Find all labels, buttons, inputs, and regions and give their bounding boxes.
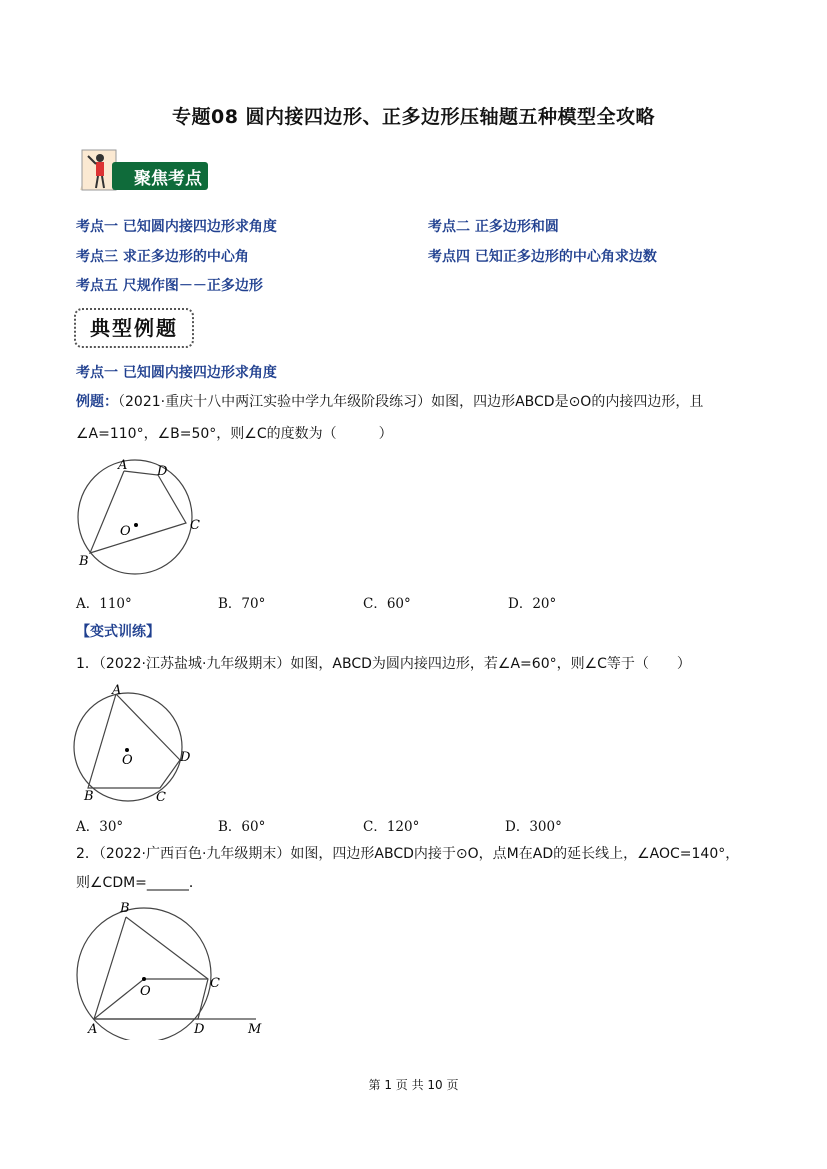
- kaodian-3[interactable]: 考点三 求正多边形的中心角: [76, 249, 249, 265]
- section-heading: 考点一 已知圆内接四边形求角度: [76, 365, 277, 381]
- fig3-quadrilateral: [94, 917, 208, 1019]
- fig2-label-a: A: [112, 683, 122, 698]
- kaodian-4[interactable]: 考点四 已知正多边形的中心角求边数: [428, 249, 657, 265]
- kaodian-5[interactable]: 考点五 尺规作图－－正多边形: [76, 278, 263, 294]
- example-label: 例题：: [76, 394, 118, 410]
- q1-option-d[interactable]: D．300°: [505, 819, 562, 835]
- fig2-label-o: O: [122, 753, 133, 768]
- example-option-a[interactable]: A．110°: [76, 596, 132, 612]
- q1-option-b[interactable]: B．60°: [218, 819, 266, 835]
- fig1-label-d: D: [157, 464, 168, 479]
- fig2-label-c: C: [156, 790, 166, 805]
- kaodian-1[interactable]: 考点一 已知圆内接四边形求角度: [76, 219, 277, 235]
- fig1-quadrilateral: [90, 471, 186, 553]
- fig3-label-o: O: [140, 984, 151, 999]
- example-line-2: ∠A=110°，∠B=50°，则∠C的度数为（ ）: [76, 426, 393, 442]
- section-box-dianxing: 典型例题: [74, 308, 194, 348]
- question-2-line-1: 2．（2022·广西百色·九年级期末）如图，四边形ABCD内接于⊙O，点M在AD的延长线上，∠AOC=140°，: [76, 846, 740, 862]
- fig3-label-m: M: [248, 1022, 262, 1037]
- figure-q2-circle: [70, 895, 270, 1040]
- fig1-label-o: O: [120, 524, 131, 539]
- fig1-circle: [78, 460, 192, 574]
- page-footer: 第 1 页 共 10 页: [368, 1078, 459, 1092]
- fig1-label-b: B: [79, 554, 89, 569]
- example-line-1: [76, 391, 703, 411]
- fig3-center-dot: [142, 977, 146, 981]
- fig3-label-b: B: [120, 901, 130, 916]
- page-title: 专题08 圆内接四边形、正多边形压轴题五种模型全攻略: [171, 106, 656, 128]
- focus-banner: [74, 146, 214, 200]
- fig2-label-b: B: [84, 789, 94, 804]
- fig3-circle: [77, 908, 211, 1040]
- bianshi-heading: 【变式训练】: [76, 624, 160, 640]
- fig3-label-a: A: [88, 1022, 98, 1037]
- fig2-circle: [74, 693, 182, 801]
- fig1-label-c: C: [190, 518, 200, 533]
- fig1-label-a: A: [118, 458, 128, 473]
- question-1-text: 1．（2022·江苏盐城·九年级期末）如图，ABCD为圆内接四边形，若∠A=60°，则∠C等于（ ）: [76, 656, 691, 672]
- figure-q1-circle: [68, 682, 198, 807]
- example-option-d[interactable]: D．20°: [508, 596, 557, 612]
- example-option-c[interactable]: C．60°: [363, 596, 411, 612]
- kaodian-2[interactable]: 考点二 正多边形和圆: [428, 219, 559, 235]
- fig3-radii: [94, 979, 208, 1019]
- q1-option-c[interactable]: C．120°: [363, 819, 420, 835]
- fig2-label-d: D: [180, 750, 191, 765]
- example-option-b[interactable]: B．70°: [218, 596, 266, 612]
- banner-label: 聚焦考点: [134, 169, 202, 189]
- fig2-center-dot: [125, 748, 129, 752]
- fig3-label-d: D: [194, 1022, 205, 1037]
- fig3-label-c: C: [210, 976, 220, 991]
- q1-option-a[interactable]: A．30°: [76, 819, 124, 835]
- fig1-center-dot: [134, 523, 138, 527]
- example-text-1: （2021·重庆十八中两江实验中学九年级阶段练习）如图，四边形ABCD是⊙O的内接四边形，且: [118, 394, 704, 410]
- figure-example-circle: [70, 455, 220, 585]
- question-2-line-2: 则∠CDM=______．: [76, 875, 203, 891]
